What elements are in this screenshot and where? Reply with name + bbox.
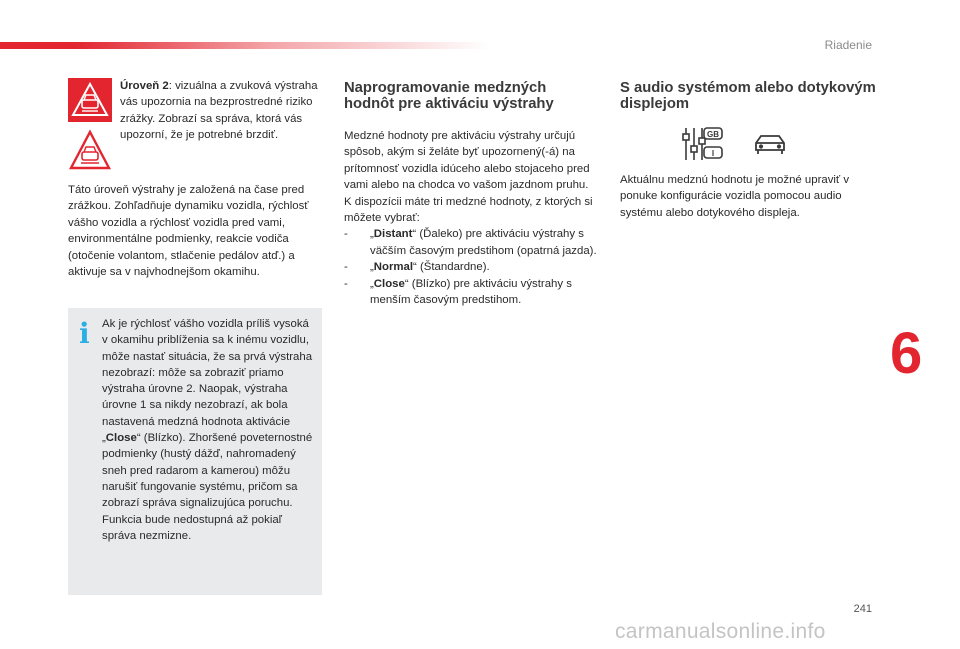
list-item: - „Distant“ (Ďaleko) pre aktiváciu výstrahy s väčším časovým predstihom (opatrná jazda).	[344, 228, 597, 257]
info-box	[68, 308, 322, 595]
thresholds-intro2: K dispozícii máte tri medzné hodnoty, z ktorých si môžete vybrať:	[344, 195, 593, 225]
column-thresholds	[344, 80, 599, 308]
warning-level-title: Úroveň 2	[120, 80, 169, 92]
vehicle-icon	[756, 136, 784, 154]
list-item: - „Normal“ (Štandardne).	[344, 261, 490, 274]
thresholds-body	[344, 128, 599, 308]
section-label: Riadenie	[824, 38, 872, 52]
page-number: 241	[853, 603, 872, 615]
gb-label: GB	[707, 130, 719, 139]
info-text-after: “ (Blízko). Zhoršené poveternostné podmienky (hustý dážď, nahromadený sneh pred radarom a kamerou) môžu narušiť fungovanie systému, pričom sa zobrazí správa signalizujúca poruchu. Funkcia bude nedostupná až pokiaľ správa nezmizne.	[102, 432, 313, 542]
chapter-number: 6	[890, 321, 923, 386]
col1-paragraph: Táto úroveň výstrahy je založená na čase pred zrážkou. Zohľadňuje dynamiku vozidla, rýchlosť vášho vozidla a rýchlosť vozidla pred vami, environmentálne podmienky, reakcie vodiča (otočenie volantom, stlačenie pedálov atď.) a aktivuje sa v najvhodnejšom okamihu.	[68, 184, 309, 279]
config-icons	[682, 126, 822, 162]
collision-warning-outline-icon	[68, 128, 112, 172]
info-icon: i	[79, 317, 90, 350]
warning-level-text	[120, 78, 325, 144]
threshold-options	[344, 226, 599, 308]
list-item: - „Close“ (Blízko) pre aktiváciu výstrahy s menším časovým predstihom.	[344, 277, 572, 307]
header-accent-bar	[0, 42, 490, 49]
audio-system-text: Aktuálnu medznú hodnotu je možné upraviť v ponuke konfigurácie vozidla pomocou audio systému alebo dotykového displeja.	[620, 174, 850, 219]
info-text	[102, 316, 314, 544]
info-text-before: Ak je rýchlosť vášho vozidla príliš vysoká v okamihu priblíženia sa k inému vozidlu, môže nastať situácia, že sa prvá výstraha nezobrazí: môže sa zobraziť priamo výstraha úrovne 2. Naopak, výstraha úrovne 1 sa nikdy nezobrazí, ak bola nastavená medzná hodnota aktivácie „	[102, 318, 313, 445]
watermark: carmanualsonline.info	[615, 620, 826, 643]
audio-system-heading: S audio systémom alebo dotykovým displejom	[620, 80, 876, 112]
settings-sliders-icon	[682, 126, 822, 162]
i-label: I	[711, 149, 715, 158]
thresholds-heading: Naprogramovanie medzných hodnôt pre aktiváciu výstrahy	[344, 80, 554, 112]
column-audio-system	[620, 80, 880, 219]
collision-warning-filled-icon	[68, 78, 112, 122]
thresholds-intro: Medzné hodnoty pre aktiváciu výstrahy určujú spôsob, akým si želáte byť upozornený(-á) na prítomnosť vozidla idúceho alebo stojaceho pred vami alebo na chodca vo vašom jazdnom pruhu.	[344, 130, 590, 192]
info-text-bold: Close	[105, 432, 137, 445]
warning-level-description: : vizuálna a zvuková výstraha vás upozornia na bezprostredné riziko zrážky. Zobrazí sa správa, ktorá vás upozorní, že je potrebné brzdiť.	[120, 80, 318, 142]
